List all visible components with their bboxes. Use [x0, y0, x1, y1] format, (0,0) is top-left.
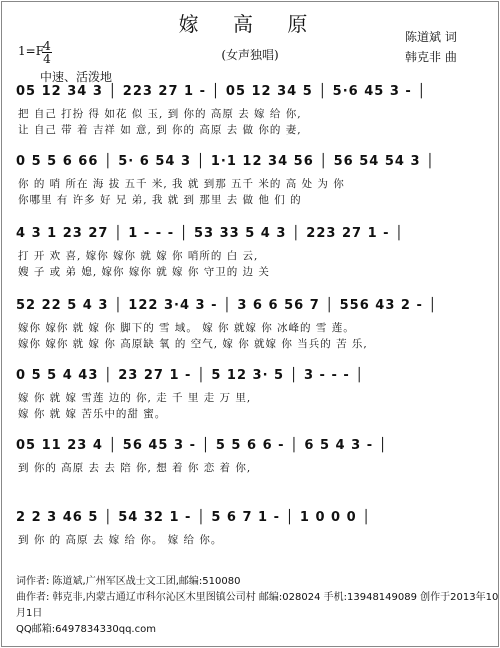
lyric-verse-1: 你 的 哨 所在 海 拔 五千 米, 我 就 到那 五千 米的 高 处 为 你 [18, 178, 345, 190]
lyricist-contact: 词作者: 陈道斌,广州军区战士文工团,邮编:510080 [16, 576, 241, 587]
lyric-verse-2: 让 自己 带 着 吉祥 如 意, 到 你的 高原 去 做 你的 妻, [18, 124, 302, 136]
key-signature: 1=F [18, 44, 45, 58]
lyric-verse-2: 嫂 子 或 弟 媳, 嫁你 嫁你 就 嫁 你 守卫的 边 关 [18, 266, 270, 278]
lyric-verse-1: 嫁 你 就 嫁 雪莲 边的 你, 走 千 里 走 万 里, [18, 392, 252, 404]
lyricist-credit: 陈道斌 词 [405, 30, 457, 44]
song-subtitle: (女声独唱) [221, 48, 279, 62]
notation-line: 05 11 23 4 │ 56 45 3 - │ 5 5 6 6 - │ 6 5 4 3 - │ [16, 438, 388, 453]
notation-line: 05 12 34 3 │ 223 27 1 - │ 05 12 34 5 │ 5·6 45 3 - │ [16, 84, 427, 99]
lyric-verse-2: 你哪里 有 许多 好 兄 弟, 我 就 到 那里 去 做 他 们 的 [18, 194, 302, 206]
lyric-verse-1: 打 开 欢 喜, 嫁你 嫁你 就 嫁 你 哨所的 白 云, [18, 250, 259, 262]
lyric-verse-2: 嫁你 嫁你 就 嫁 你 高原缺 氧 的 空气, 嫁 你 就嫁 你 当兵的 苦 乐, [18, 338, 368, 350]
time-signature-top: 4 [43, 39, 51, 53]
lyric-verse-1: 到 你的 高原 去 去 陪 你, 想 着 你 恋 着 你, [18, 462, 252, 474]
notation-line: 0 5 5 4 43 │ 23 27 1 - │ 5 12 3· 5 │ 3 - - - │ [16, 368, 365, 383]
composer-contact: 曲作者: 韩克非,内蒙古通辽市科尔沁区木里图镇公司村 邮编:028024 手机:13948149089 创作于2013年10月1日 [16, 592, 499, 619]
time-signature-bottom: 4 [43, 52, 51, 66]
notation-line: 0 5 5 6 66 │ 5· 6 54 3 │ 1·1 12 34 56 │ 56 54 54 3 │ [16, 154, 435, 169]
credits-footer [16, 574, 500, 638]
email-contact: QQ邮箱:6497834330qq.com [16, 624, 156, 635]
notation-line: 4 3 1 23 27 │ 1 - - - │ 53 33 5 4 3 │ 223 27 1 - │ [16, 226, 404, 241]
notation-line: 52 22 5 4 3 │ 122 3·4 3 - │ 3 6 6 56 7 │ 556 43 2 - │ [16, 298, 438, 313]
song-title: 嫁 高 原 [178, 12, 322, 36]
lyric-verse-1: 嫁你 嫁你 就 嫁 你 脚下的 雪 域。 嫁 你 就嫁 你 冰峰的 雪 莲。 [18, 322, 355, 334]
tempo-marking: 中速、活泼地 [40, 70, 113, 84]
lyric-verse-2: 嫁 你 就 嫁 苦乐中的甜 蜜。 [18, 408, 167, 420]
composer-credit: 韩克非 曲 [405, 50, 457, 64]
notation-line: 2 2 3 46 5 │ 54 32 1 - │ 5 6 7 1 - │ 1 0 0 0 │ [16, 510, 372, 525]
time-signature [42, 40, 52, 65]
lyric-verse-1: 到 你 的 高原 去 嫁 给 你。 嫁 给 你。 [18, 534, 223, 546]
lyric-verse-1: 把 自己 打扮 得 如花 似 玉, 到 你的 高原 去 嫁 给 你, [18, 108, 302, 120]
